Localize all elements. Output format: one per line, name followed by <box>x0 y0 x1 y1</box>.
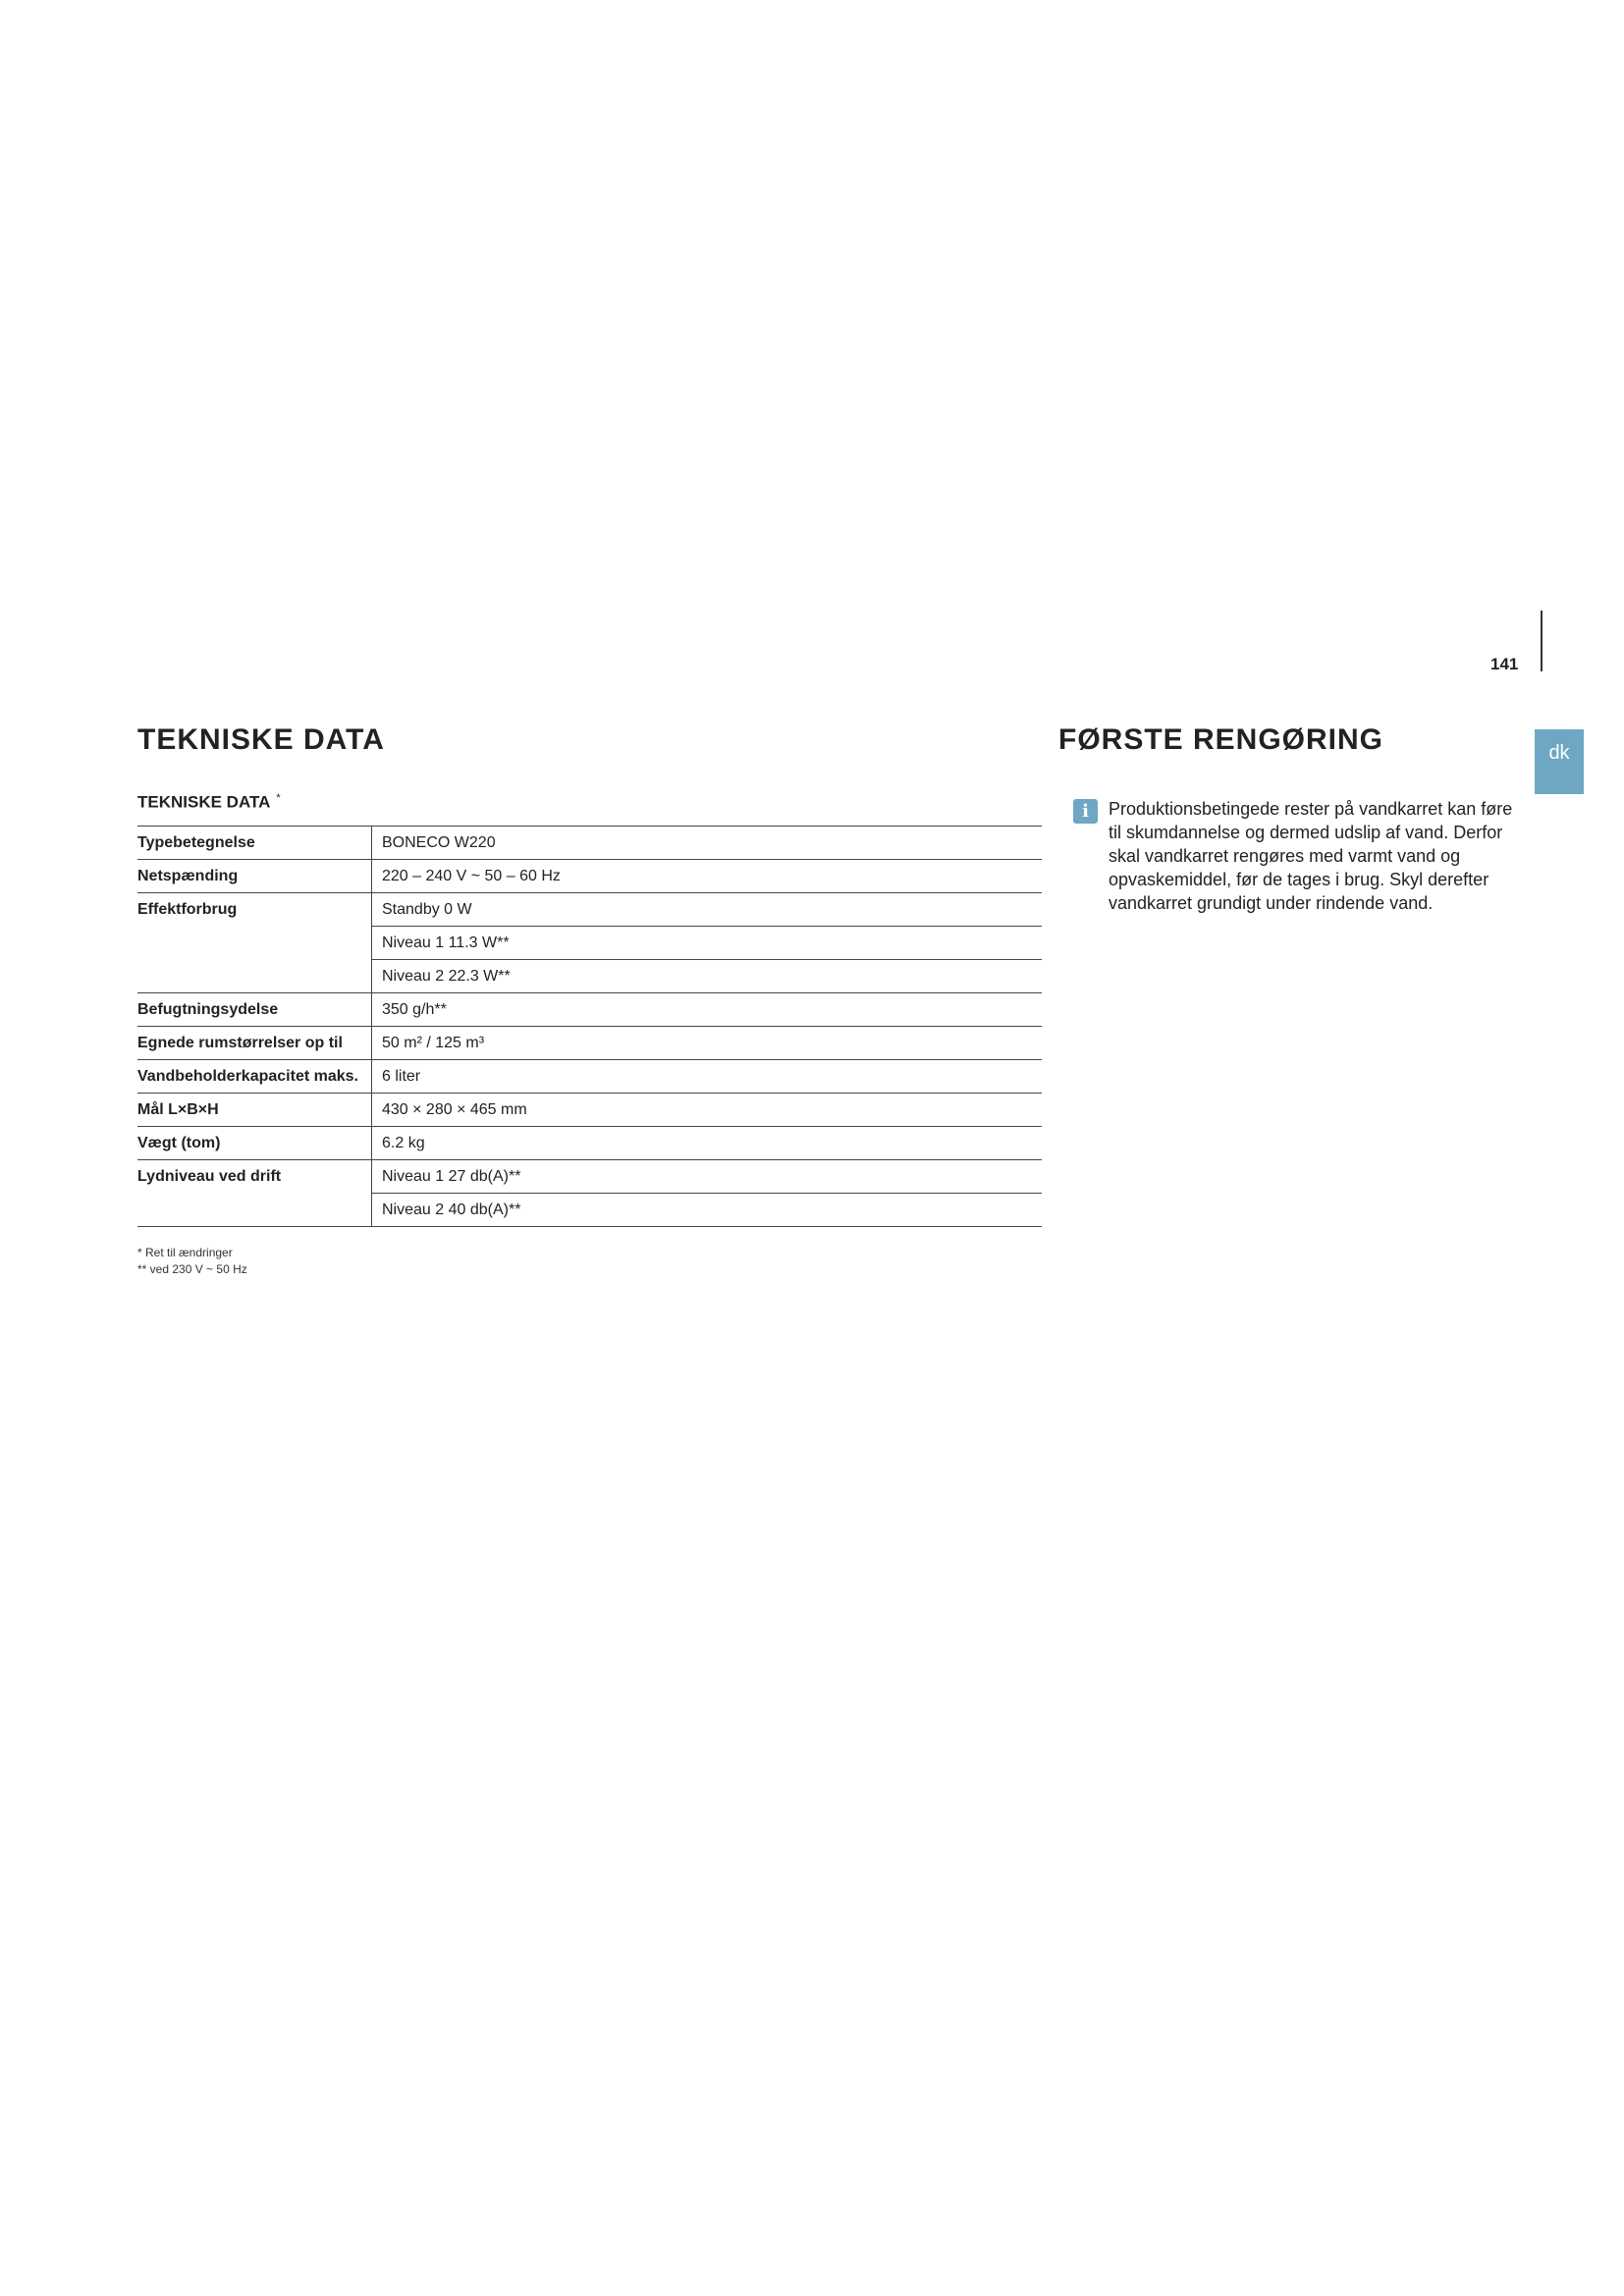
technical-data-heading: TEKNISKE DATA <box>137 723 385 756</box>
page-rule <box>1541 611 1543 671</box>
spec-value: 350 g/h** <box>372 993 1043 1027</box>
spec-label <box>137 960 372 993</box>
table-row <box>137 960 1042 993</box>
first-cleaning-heading: FØRSTE RENGØRING <box>1058 723 1384 756</box>
footnote: * Ret til ændringer <box>137 1246 233 1259</box>
table-title-mark: * <box>276 792 281 804</box>
table-row <box>137 1127 1042 1160</box>
spec-label: Befugtningsydelse <box>137 993 372 1027</box>
spec-label: Effektforbrug <box>137 893 372 927</box>
spec-value: Niveau 2 40 db(A)** <box>372 1194 1043 1227</box>
spec-label: Lydniveau ved drift <box>137 1160 372 1194</box>
table-row <box>137 1160 1042 1194</box>
table-row <box>137 927 1042 960</box>
spec-label <box>137 927 372 960</box>
spec-value: Standby 0 W <box>372 893 1043 927</box>
info-block <box>1073 797 1515 915</box>
specs-table <box>137 826 1042 1227</box>
table-row <box>137 1060 1042 1094</box>
spec-value: Niveau 1 11.3 W** <box>372 927 1043 960</box>
spec-label: Netspænding <box>137 860 372 893</box>
footnotes <box>137 1245 247 1278</box>
table-title-text: TEKNISKE DATA <box>137 792 271 812</box>
table-row <box>137 1094 1042 1127</box>
spec-label: Vandbeholderkapacitet maks. <box>137 1060 372 1094</box>
spec-value: BONECO W220 <box>372 827 1043 860</box>
table-row <box>137 893 1042 927</box>
table-row <box>137 1194 1042 1227</box>
spec-value: 220 – 240 V ~ 50 – 60 Hz <box>372 860 1043 893</box>
info-text: Produktionsbetingede rester på vandkarret kan føre til skumdannelse og dermed udslip af vand. Derfor skal vandkarret rengøres med varmt vand og opvaskemiddel, før de tages i brug. Skyl derefter vandkarret grundigt under rindende vand. <box>1109 799 1513 913</box>
spec-label <box>137 1194 372 1227</box>
spec-label: Vægt (tom) <box>137 1127 372 1160</box>
page-number: 141 <box>1490 655 1519 673</box>
table-row <box>137 827 1042 860</box>
table-row <box>137 993 1042 1027</box>
spec-value: 430 × 280 × 465 mm <box>372 1094 1043 1127</box>
spec-value: 6 liter <box>372 1060 1043 1094</box>
info-icon: i <box>1073 799 1098 824</box>
spec-label: Egnede rumstørrelser op til <box>137 1027 372 1060</box>
language-tab: dk <box>1535 729 1584 794</box>
spec-value: 50 m² / 125 m³ <box>372 1027 1043 1060</box>
spec-label: Mål L×B×H <box>137 1094 372 1127</box>
spec-label: Typebetegnelse <box>137 827 372 860</box>
spec-value: 6.2 kg <box>372 1127 1043 1160</box>
spec-value: Niveau 1 27 db(A)** <box>372 1160 1043 1194</box>
spec-value: Niveau 2 22.3 W** <box>372 960 1043 993</box>
table-row <box>137 1027 1042 1060</box>
table-row <box>137 860 1042 893</box>
footnote: ** ved 230 V ~ 50 Hz <box>137 1262 247 1276</box>
table-title <box>137 792 281 813</box>
